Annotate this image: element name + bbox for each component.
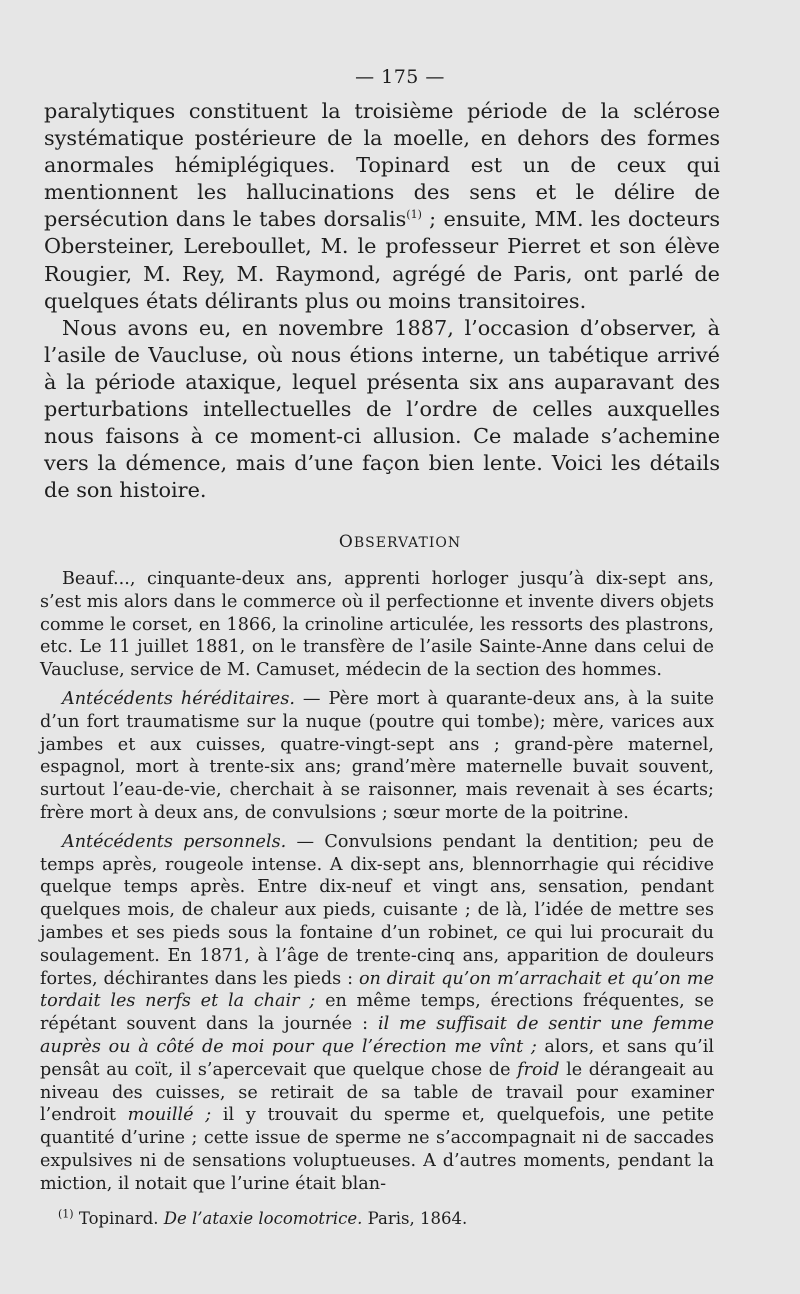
intro-paragraph-1 — [44, 98, 720, 315]
personal-text-a: — Convulsions pendant la dentition; peu de temps après, rougeole intense. A dix-sept ans, blennorrhagie qui récidive quelque temps après. Entre dix-neuf et vingt ans, sensation, pendant quelques mois, de chaleur aux pieds, cuisante ; de là, l’idée de mettre ses jambes et ses pieds sous la fontaine d’un robinet, ce qui lui procurait du soulagement. En 1871, à l’âge de trente-cinq ans, apparition de douleurs fortes, déchirantes dans les pieds : — [40, 831, 714, 989]
footnote-marker: (1) — [58, 1207, 74, 1221]
intro-p1-part1: paralytiques constituent la troisième période de la sclérose systématique postérieure de la moelle, en dehors des formes anormales hémiplégiques. Topinard est un de ceux qui mentionnent les hallucinations des sens et le délire de persécution dans le tabes dorsalis — [44, 99, 720, 232]
footnote-title: De l’ataxie locomotrice. — [163, 1209, 363, 1228]
intro-paragraph-2: Nous avons eu, en novembre 1887, l’occasion d’observer, à l’asile de Vaucluse, où nous étions interne, un tabétique arrivé à la période ataxique, lequel présenta six ans auparavant des perturbations intellectuelles de l’ordre de celles auxquelles nous faisons à ce moment-ci allusion. Ce malade s’achemine vers la démence, mais d’une façon bien lente. Voici les détails de son histoire. — [44, 315, 720, 503]
personal-quote-2: il me suffisait de sentir une femme auprès ou à côté de moi pour que l’érection me vînt ; — [40, 1014, 714, 1057]
personal-label: Antécédents personnels. — [62, 831, 287, 852]
observation-text — [40, 568, 714, 1202]
observation-paragraph-2 — [40, 688, 714, 825]
footnote-author: Topinard. — [73, 1209, 164, 1228]
footnote-reference[interactable]: (1) — [406, 208, 422, 222]
intro-p1-part2: ; ensuite, MM. les docteurs Obersteiner, Lereboullet, M. le professeur Pierret et son élève Rougier, M. Rey, M. Raymond, agrégé de Paris, ont parlé de quelques états délirants plus ou moins transitoires. — [44, 207, 721, 313]
footnote-rest: Paris, 1864. — [362, 1209, 468, 1228]
observation-paragraph-1: Beauf..., cinquante-deux ans, apprenti horloger jusqu’à dix-sept ans, s’est mis alors dans le commerce où il perfectionne et invente divers objets comme le corset, en 1866, la crinoline articulée, les ressorts des plastrons, etc. Le 11 juillet 1881, on le transfère de l’asile Sainte-Anne dans celui de Vaucluse, service de M. Camuset, médecin de la section des hommes. — [40, 569, 714, 681]
personal-quote-1: on dirait qu’on m’arrachait et qu’on me tordait les nerfs et la chair ; — [40, 968, 714, 1012]
personal-text-e: il y trouvait du sperme et, quelquefois, une petite quantité d’urine ; cette issue de sperme ne s’accompagnait ni de saccades expulsives ni de sensations voluptueuses. A d’autres moments, pendant la miction, il notait que l’urine était blan- — [40, 1105, 714, 1194]
personal-word-mouille: mouillé ; — [127, 1105, 212, 1126]
observation-paragraph-3 — [40, 831, 714, 1196]
observation-heading — [0, 532, 800, 552]
hereditary-label: Antécédents héréditaires. — [62, 688, 295, 709]
personal-text-d: le dérangeait au niveau des cuisses, se retirait de sa table de travail pour examiner l’endroit — [40, 1059, 715, 1126]
page-number: — 175 — — [355, 66, 445, 88]
footnote — [58, 1208, 738, 1230]
intro-text — [44, 98, 720, 504]
heading-initial: O — [338, 532, 354, 552]
personal-text-c: alors, et sans qu’il pensât au coït, il s’apercevait que quelque chose de — [40, 1036, 714, 1080]
hereditary-text: — Père mort à quarante-deux ans, à la suite d’un fort traumatisme sur la nuque (poutre qui tombe); mère, varices aux jambes et aux cuisses, quatre-vingt-sept ans ; grand-père maternel, espagnol, mort à trente-six ans; grand’mère maternelle buvait souvent, surtout l’eau-de-vie, cherchait à se raisonner, mais revenait à ses écarts; frère mort à deux ans, de convulsions ; sœur morte de la poitrine. — [40, 688, 714, 823]
personal-text-b: en même temps, érections fréquentes, se répétant souvent dans la journée : — [40, 991, 714, 1035]
personal-word-froid: froid — [517, 1059, 560, 1080]
heading-rest: BSERVATION — [353, 535, 462, 551]
